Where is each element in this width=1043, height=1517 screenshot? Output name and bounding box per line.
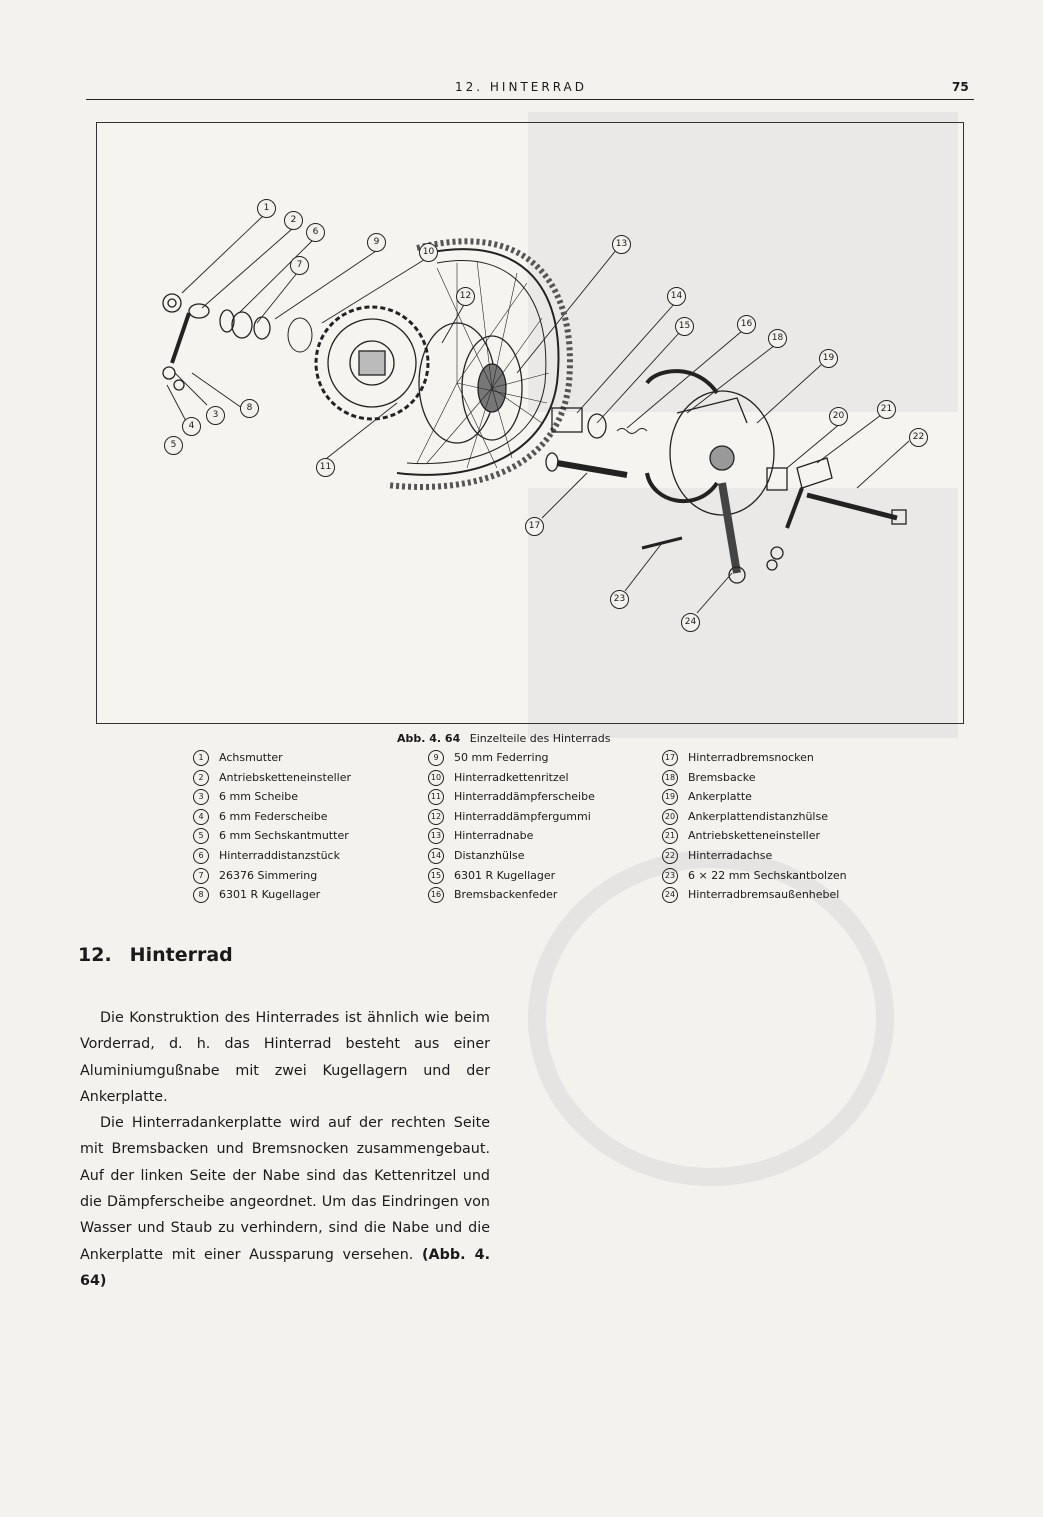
legend-item: 8 6301 R Kugellager bbox=[193, 887, 351, 907]
figure-callout-8: 8 bbox=[240, 399, 259, 418]
figure-callout-13: 13 bbox=[612, 235, 631, 254]
legend-item: 3 6 mm Scheibe bbox=[193, 789, 351, 809]
legend-column-1 bbox=[193, 750, 351, 907]
legend-item: 9 50 mm Federring bbox=[428, 750, 595, 770]
figure-callout-2: 2 bbox=[284, 211, 303, 230]
legend-column-2 bbox=[428, 750, 595, 907]
figure-callout-23: 23 bbox=[610, 590, 629, 609]
legend-item: 5 6 mm Sechskantmutter bbox=[193, 828, 351, 848]
legend-item: 15 6301 R Kugellager bbox=[428, 868, 595, 888]
legend-item: 22 Hinterradachse bbox=[662, 848, 847, 868]
figure-callout-10: 10 bbox=[419, 243, 438, 262]
legend-item: 11 Hinterraddämpferscheibe bbox=[428, 789, 595, 809]
section-heading bbox=[78, 944, 233, 966]
legend-item: 10 Hinterradkettenritzel bbox=[428, 770, 595, 790]
paragraph-1: Die Konstruktion des Hinterrades ist ähnlich wie beim Vorderrad, d. h. das Hinterrad besteht aus einer Aluminiumgußnabe mit zwei Kugellagern und der Ankerplatte. bbox=[80, 1010, 490, 1105]
legend-item: 4 6 mm Federscheibe bbox=[193, 809, 351, 829]
figure-callout-19: 19 bbox=[819, 349, 838, 368]
figure-callout-11: 11 bbox=[316, 458, 335, 477]
legend-item: 17 Hinterradbremsnocken bbox=[662, 750, 847, 770]
leader-lines bbox=[167, 215, 909, 613]
figure-callout-17: 17 bbox=[525, 517, 544, 536]
running-head: 12. HINTERRAD bbox=[455, 80, 587, 94]
legend-column-3 bbox=[662, 750, 847, 907]
figure-caption-text: Einzelteile des Hinterrads bbox=[469, 732, 611, 745]
legend-item: 12 Hinterraddämpfergummi bbox=[428, 809, 595, 829]
figure-callout-20: 20 bbox=[829, 407, 848, 426]
figure-callout-22: 22 bbox=[909, 428, 928, 447]
figure-callout-5: 5 bbox=[164, 436, 183, 455]
legend-item: 21 Antriebsketteneinsteller bbox=[662, 828, 847, 848]
figure-callout-4: 4 bbox=[182, 417, 201, 436]
section-title: Hinterrad bbox=[129, 944, 233, 966]
legend-item: 20 Ankerplattendistanzhülse bbox=[662, 809, 847, 829]
figure-callout-16: 16 bbox=[737, 315, 756, 334]
figure-callout-3: 3 bbox=[206, 406, 225, 425]
section-number: 12. bbox=[78, 944, 112, 966]
figure-callout-18: 18 bbox=[768, 329, 787, 348]
legend-item: 23 6 × 22 mm Sechskantbolzen bbox=[662, 868, 847, 888]
figure-callout-12: 12 bbox=[456, 287, 475, 306]
legend-item: 16 Bremsbackenfeder bbox=[428, 887, 595, 907]
figure-callout-24: 24 bbox=[681, 613, 700, 632]
legend-item: 6 Hinterraddistanzstück bbox=[193, 848, 351, 868]
figure-caption bbox=[397, 732, 610, 745]
figure-callout-9: 9 bbox=[367, 233, 386, 252]
legend-item: 1 Achsmutter bbox=[193, 750, 351, 770]
figure-caption-number: Abb. 4. 64 bbox=[397, 732, 461, 745]
legend-item: 7 26376 Simmering bbox=[193, 868, 351, 888]
exploded-view-figure bbox=[96, 122, 964, 724]
legend-item: 13 Hinterradnabe bbox=[428, 828, 595, 848]
body-text bbox=[80, 1005, 490, 1294]
legend-item: 18 Bremsbacke bbox=[662, 770, 847, 790]
figure-callout-14: 14 bbox=[667, 287, 686, 306]
paragraph-2-text: Die Hinterradankerplatte wird auf der rechten Seite mit Bremsbacken und Bremsnocken zusammengebaut. Auf der linken Seite der Nabe sind das Kettenritzel und die Dämpferscheibe angeordnet. Um das Eindringen von Wasser und Staub zu verhindern, sind die Nabe und die Ankerplatte mit einer Aussparung versehen. bbox=[80, 1115, 490, 1263]
figure-callout-6: 6 bbox=[306, 223, 325, 242]
header-rule bbox=[86, 99, 974, 100]
figure-reference: (Abb. 4. 64) bbox=[80, 1246, 491, 1289]
figure-callout-1: 1 bbox=[257, 199, 276, 218]
legend-item: 24 Hinterradbremsaußenhebel bbox=[662, 887, 847, 907]
figure-callout-7: 7 bbox=[290, 256, 309, 275]
figure-callout-15: 15 bbox=[675, 317, 694, 336]
figure-callout-21: 21 bbox=[877, 400, 896, 419]
legend-item: 14 Distanzhülse bbox=[428, 848, 595, 868]
legend-item: 2 Antriebsketteneinsteller bbox=[193, 770, 351, 790]
page-number: 75 bbox=[952, 80, 969, 94]
paragraph-2 bbox=[80, 1110, 490, 1294]
legend-item: 19 Ankerplatte bbox=[662, 789, 847, 809]
